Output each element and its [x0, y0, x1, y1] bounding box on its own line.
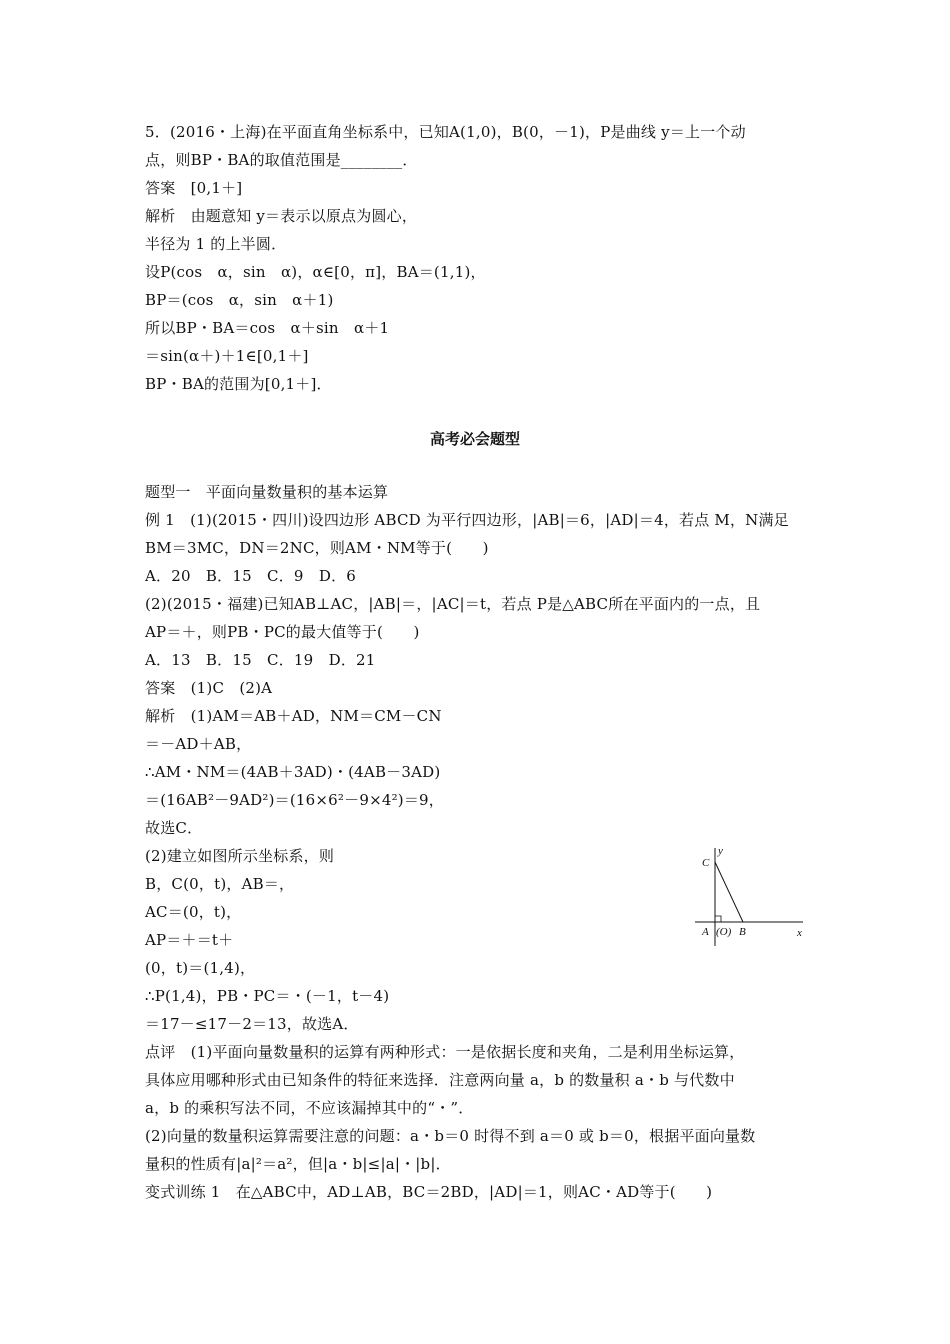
text-line: 半径为 1 的上半圆． — [145, 235, 287, 253]
right-angle-mark — [715, 916, 721, 922]
text-line: (2)向量的数量积运算需要注意的问题：a・b＝0 时得不到 a＝0 或 b＝0，根据平面向量数 — [145, 1127, 756, 1145]
text-line: (0，t)＝(1,4)， — [145, 959, 256, 977]
label-o: (O) — [716, 926, 732, 938]
text-line: 设P(cos α，sin α)，α∈[0，π]，BA＝(1,1)， — [145, 263, 486, 281]
text-line: 题型一 平面向量数量积的基本运算 — [145, 483, 389, 501]
text-line: B，C(0，t)，AB＝， — [145, 875, 295, 893]
text-line: ∴P(1,4)，PB・PC＝・(－1，t－4) — [145, 987, 390, 1005]
text-line: ＝17－≤17－2＝13，故选A． — [145, 1015, 359, 1033]
text-line: 答案 (1)C (2)A — [145, 679, 273, 697]
text-line: 故选C． — [145, 819, 203, 837]
text-line: ＝－AD＋AB， — [145, 735, 252, 753]
section-title: 高考必会题型 — [429, 430, 520, 448]
text-line: 变式训练 1 在△ABC中，AD⊥AB，BC＝2BD，|AD|＝1，则AC・AD等于( ) — [145, 1183, 713, 1201]
text-line: 答案 [0,1＋] — [145, 179, 243, 197]
text-line: BP＝(cos α，sin α＋1) — [145, 291, 334, 309]
label-b: B — [739, 926, 746, 938]
text-line: 例 1 (1)(2015・四川)设四边形 ABCD 为平行四边形，|AB|＝6，|AD|＝4，若点 M，N满足 — [145, 511, 789, 529]
text-line: ∴AM・NM＝(4AB＋3AD)・(4AB－3AD) — [145, 763, 441, 781]
label-c: C — [702, 857, 710, 869]
text-line: (2)(2015・福建)已知AB⊥AC，|AB|＝，|AC|＝t，若点 P是△ABC所在平面内的一点，且 — [145, 595, 761, 613]
label-y: y — [718, 845, 723, 857]
triangle-diagram — [695, 840, 815, 950]
text-line: 解析 由题意知 y＝表示以原点为圆心， — [145, 207, 418, 225]
text-line: A．13 B．15 C．19 D．21 — [145, 651, 376, 669]
text-line: 点，则BP・BA的取值范围是________． — [145, 151, 418, 169]
text-line: a，b 的乘积写法不同，不应该漏掉其中的“・”． — [145, 1099, 474, 1117]
text-line: ＝sin(α＋)＋1∈[0,1＋] — [145, 347, 309, 365]
text-line: AC＝(0，t)， — [145, 903, 242, 921]
text-line: A．20 B．15 C．9 D．6 — [145, 567, 357, 585]
text-line: BP・BA的范围为[0,1＋]． — [145, 375, 332, 393]
text-line: 具体应用哪种形式由已知条件的特征来选择．注意两向量 a，b 的数量积 a・b 与代数中 — [145, 1071, 735, 1089]
text-line: (2)建立如图所示坐标系，则 — [145, 847, 335, 865]
text-line: 点评 (1)平面向量数量积的运算有两种形式：一是依据长度和夹角，二是利用坐标运算， — [145, 1043, 745, 1061]
text-line: ＝(16AB²－9AD²)＝(16×6²－9×4²)＝9， — [145, 791, 445, 809]
text-line: 所以BP・BA＝cos α＋sin α＋1 — [145, 319, 390, 337]
text-line: 解析 (1)AM＝AB＋AD，NM＝CM－CN — [145, 707, 442, 725]
text-line: 量积的性质有|a|²＝a²，但|a・b|≤|a|・|b|． — [145, 1155, 451, 1173]
text-line: AP＝＋＝t＋ — [145, 931, 234, 949]
label-a: A — [702, 926, 709, 938]
label-x: x — [797, 927, 802, 939]
text-line: 5．(2016・上海)在平面直角坐标系中，已知A(1,0)，B(0，－1)，P是曲线 y＝上一个动 — [145, 123, 746, 141]
coordinate-figure — [695, 840, 815, 950]
hypotenuse-cb — [715, 862, 743, 922]
text-line: AP＝＋，则PB・PC的最大值等于( ) — [145, 623, 420, 641]
text-line: BM＝3MC，DN＝2NC，则AM・NM等于( ) — [145, 539, 489, 557]
